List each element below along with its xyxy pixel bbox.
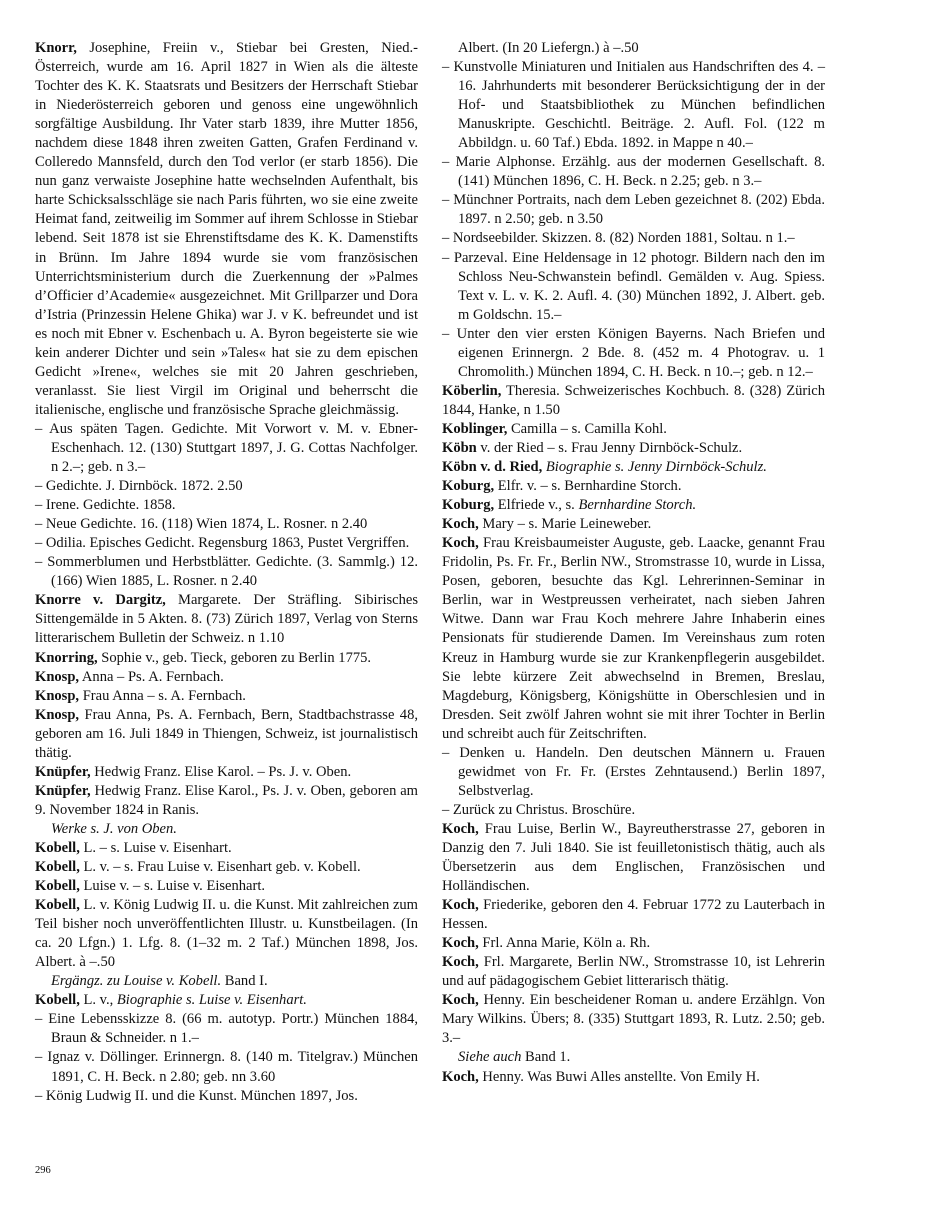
entry-headword: Knorr, [35,40,77,56]
left-column [35,39,418,1106]
entry-headword: Koch, [442,897,479,914]
entry-text: Frau Kreisbaumeister Auguste, geb. Laacke, genannt Frau Fridolin, Ps. Fr. Fr., Berlin NW., Stromstrasse 10, wurde in Lissa, Posen, geboren, besuchte das Kgl. Lehrerinnen-Seminar in Berlin, war in Westpreussen verheiratet, nach sieben Jahren Witwe. Dann war Frau Koch mehrere Jahre Inhaberin eines Pensionats für studierende Damen. Im Vereinshaus zum roten Kreuz in Hamburg wurde sie zur Krankenpflegerin ausgebildet. Sie lebte kürzere Zeit abwechselnd in Bremen, Breslau, Magdeburg, Königsberg, Königshütte in Oberschlesien und in Dresden. Seit zwölf Jahren wohnt sie mit ihrer Tochter in Berlin und schreibt auch für Zeitschriften. [442,535,825,742]
entry [35,858,418,877]
entry-text: Elfriede v., s. [494,497,579,514]
entry-text: Hedwig Franz. Elise Karol., Ps. J. v. Oben, geboren am 9. November 1824 in Ranis. [35,782,418,818]
entry-text: v. der Ried – s. Frau Jenny Dirnböck-Schulz. [476,439,743,456]
work-entry: – Sommerblumen und Herbstblätter. Gedichte. (3. Sammlg.) 12. (166) Wien 1885, L. Rosner. n 2.40 [35,554,418,590]
entry-headword: Knüpfer, [35,782,91,799]
entry-headword: Knorre v. Dargitz, [35,592,166,609]
entry-headword: Koch, [442,820,479,837]
entry-headword: Koch, [442,516,479,533]
entry-text: Camilla – s. Camilla Kohl. [507,420,667,437]
entry-text: Friederike, geboren den 4. Februar 1772 zu Lauterbach in Hessen. [442,897,825,933]
entry-text: L. v. – s. Frau Luise v. Eisenhart geb. v. Kobell. [79,859,361,876]
entry-text: Josephine, Freiin v., Stiebar bei Gresten, Nied.-Österreich, wurde am 16. April 1827 in Wien als die älteste Tochter des K. K. Staatsrats und Besitzers der Herrschaft Stiebar in Niederösterreich geboren und genoss eine ungewöhnlich sorgfältige Ausbildung. Ihr Vater starb 1839, ihre Mutter 1856, nachdem diese 1848 ihren zweiten Gatten, Grafen Ferdinand v. Colleredo Mannsfeld, durch den Tod verlor (er starb 1856). Die nun ganz verwaiste Josephine hatte wechselnden Aufenthalt, bis harte Schicksalsschläge sie nach Paris führten, wo sie eine zweite Heimat fand, zeitweilig im Sommer auf ihrem Schlosse in Stiebar lebend. Seit 1878 ist sie Ehrenstiftsdame des K. K. Damenstifts in Brünn. Im Jahre 1894 wurde sie vom französischen Unterrichtsministerium durch die Zuerkennung der »Palmes d’Officier d’Academie« ausgezeichnet. Mit Grillparzer und Dora d’Istria (Prinzessin Helene Ghika) war J. v K. befreundet und ist es noch mit Ebner v. Eschenbach u. A. Byron begeisterte sie wie kein anderer Dichter und sein »Tales« hat sie zu dem epischen Gedicht »Irene«, welches sie mit 20 Jahren geschrieben, veranlasst. Sie liest Virgil im Original und beherrscht die italienische, englische und französische Sprache gleichmässig. [35,40,418,418]
entry [442,420,825,439]
entry [35,763,418,782]
entry-headword: Koblinger, [442,420,508,437]
entry [442,534,825,744]
entry [442,934,825,953]
entry-text: Sophie v., geb. Tieck, geboren zu Berlin 1775. [97,649,372,666]
entry [442,496,825,515]
entry-headword: Köbn [442,439,477,456]
entry-text: L. v., [79,992,117,1009]
entry-headword: Koch, [442,954,479,971]
entry-text: Theresia. Schweizerisches Kochbuch. 8. (328) Zürich 1844, Hanke, n 1.50 [442,382,825,418]
entry [442,1068,825,1087]
cross-reference-italic: Werke s. J. von Oben. [51,820,177,837]
entry-text: L. – s. Luise v. Eisenhart. [79,839,232,856]
entry-headword: Kobell, [35,878,80,895]
entry [35,877,418,896]
entry-text: Frau Anna, Ps. A. Fernbach, Bern, Stadtbachstrasse 48, geboren am 16. Juli 1849 in Thiengen, Schweiz, ist journalistisch thätig. [35,706,418,761]
work-entry: – Denken u. Handeln. Den deutschen Männern u. Frauen gewidmet von Fr. Fr. (Erstes Zehntausend.) Berlin 1897, Selbstverlag. [442,744,825,799]
entry-text: Elfr. v. – s. Bernhardine Storch. [494,478,682,495]
cross-reference-tail: Band I. [221,973,268,990]
entry [35,782,418,820]
entry-headword: Knosp, [35,668,80,685]
entry [35,39,418,420]
work-entry: – Marie Alphonse. Erzählg. aus der modernen Gesellschaft. 8. (141) München 1896, C. H. Beck. n 2.25; geb. n 3.– [442,154,825,190]
work-entry: – Neue Gedichte. 16. (118) Wien 1874, L. Rosner. n 2.40 [35,516,368,533]
entry [35,591,418,648]
entry [442,382,825,420]
entry-italic-reference: Biographie s. Jenny Dirnböck-Schulz. [545,459,767,476]
entry-headword: Koburg, [442,478,495,495]
entry-headword: Koch, [442,935,479,952]
entry-text: Frl. Margarete, Berlin NW., Stromstrasse 10, ist Lehrerin und auf pädagogischem Gebiet litterarisch thätig. [442,954,825,990]
entry-headword: Knüpfer, [35,763,91,780]
entry [442,953,825,991]
entry-headword: Kobell, [35,859,80,876]
entry-headword: Koburg, [442,497,495,514]
entry-italic-reference: Biographie s. Luise v. Eisenhart. [116,992,307,1009]
entry [442,458,825,477]
work-entry: – Nordseebilder. Skizzen. 8. (82) Norden 1881, Soltau. n 1.– [442,230,795,247]
entry [35,839,418,858]
work-entry: – Irene. Gedichte. 1858. [35,497,176,514]
cross-reference [35,972,418,991]
work-entry: – Aus späten Tagen. Gedichte. Mit Vorwort v. M. v. Ebner-Eschenhach. 12. (130) Stuttgart 1897, J. G. Cottas Nachfolger. n 2.–; geb. n 3.– [35,420,418,476]
entry [35,687,418,706]
work-entry: – Ignaz v. Döllinger. Erinnergn. 8. (140 m. Titelgrav.) München 1891, C. H. Beck. n 2.80; geb. nn 3.60 [35,1049,418,1085]
entry [35,896,418,972]
entry [442,991,825,1048]
entry-headword: Knorring, [35,649,98,666]
entry [442,439,825,458]
cross-reference [35,820,418,839]
work-entry: – Unter den vier ersten Königen Bayerns. Nach Briefen und eigenen Erinnergn. 2 Bde. 8. (452 m. 4 Photograv. u. 1 Chromolith.) München 1894, C. H. Beck. n 10.–; geb. n 12.– [442,325,825,380]
entry-headword: Koch, [442,535,479,552]
entry-text: Luise v. – s. Luise v. Eisenhart. [79,878,266,895]
work-entry: – Münchner Portraits, nach dem Leben gezeichnet 8. (202) Ebda. 1897. n 2.50; geb. n 3.50 [442,192,825,228]
entry-text: Henny. Was Buwi Alles anstellte. Von Emily H. [478,1068,760,1085]
work-entry: – Gedichte. J. Dirnböck. 1872. 2.50 [35,478,243,495]
entry-headword: Koch, [442,992,479,1009]
work-entry: – Odilia. Episches Gedicht. Regensburg 1863, Pustet Vergriffen. [35,535,410,552]
entry-headword: Koch, [442,1068,479,1085]
entry-headword: Köbn v. d. Ried, [442,459,543,476]
entry-text: Frau Luise, Berlin W., Bayreutherstrasse 27, geboren in Danzig den 7. Juli 1840. Sie ist feuilletonistisch thätig, auch als Übersetzerin aus dem Englischen, Französischen und Holländischen. [442,820,825,895]
cross-reference-italic: Siehe auch [458,1049,522,1066]
right-column [442,39,825,1087]
entry [35,649,418,668]
cross-reference-tail: Band 1. [521,1049,571,1066]
entry-headword: Knosp, [35,687,80,704]
entry [442,820,825,896]
continued-entry: Albert. (In 20 Liefergn.) à –.50 [458,40,639,56]
work-entry: – Parzeval. Eine Heldensage in 12 photogr. Bildern nach den im Schloss Neu-Schwanstein befindl. Gemälden v. Aug. Spiess. Text v. L. v. K. 2. Aufl. 4. (30) München 1892, J. Albert. geb. m Goldschn. 15.– [442,249,825,323]
entry-headword: Kobell, [35,992,80,1009]
entry-headword: Knosp, [35,706,80,723]
entry [35,706,418,763]
entry [442,896,825,934]
entry-text: Frau Anna – s. A. Fernbach. [79,687,246,704]
cross-reference-italic: Ergängz. zu Louise v. Kobell. [51,973,222,990]
entry [442,477,825,496]
work-entry: – Eine Lebensskizze 8. (66 m. autotyp. Portr.) München 1884, Braun & Schneider. n 1.– [35,1011,418,1047]
page-number: 296 [35,1165,51,1176]
entry-headword: Kobell, [35,897,80,914]
work-entry: – Kunstvolle Miniaturen und Initialen aus Handschriften des 4. – 16. Jahrhunderts mit besonderer Berücksichtigung der in der Hof- und Staatsbibliothek zu München befindlichen Manuskripte. Geschichtl. Beiträge. 2. Aufl. Fol. (122 m Abbildgn. u. 60 Taf.) Ebda. 1892. in Mappe n 40.– [442,59,825,152]
work-entry: – König Ludwig II. und die Kunst. München 1897, Jos. [35,1087,358,1104]
entry-text: Frl. Anna Marie, Köln a. Rh. [478,935,651,952]
entry [35,668,418,687]
work-entry: – Zurück zu Christus. Broschüre. [442,801,636,818]
entry-text: Mary – s. Marie Leineweber. [478,516,652,533]
entry-text: Anna – Ps. A. Fernbach. [79,668,224,685]
entry-headword: Kobell, [35,839,80,856]
entry [442,515,825,534]
entry-text: Margarete. Der Sträfling. Sibirisches Sittengemälde in 5 Akten. 8. (73) Zürich 1897, Verlag von Sterns litterarischem Bulletin der Schweiz. n 1.10 [35,592,418,647]
entry-italic-reference: Bernhardine Storch. [578,497,697,514]
cross-reference [442,1048,825,1067]
entry [35,991,418,1010]
entry-text: Hedwig Franz. Elise Karol. – Ps. J. v. Oben. [90,763,352,780]
entry-text: L. v. König Ludwig II. u. die Kunst. Mit zahlreichen zum Teil bisher noch unveröffentlichten Illustr. u. Kunstbeilagen. (In ca. 20 Lfgn.) 1. Lfg. 8. (1–32 m. 2 Taf.) München 1898, Jos. Albert. à –.50 [35,897,418,971]
entry-text: Henny. Ein bescheidener Roman u. andere Erzählgn. Von Mary Wilkins. Übers; 8. (335) Stuttgart 1893, R. Lutz. 2.50; geb. 3.– [442,992,825,1047]
entry-headword: Köberlin, [442,382,502,399]
